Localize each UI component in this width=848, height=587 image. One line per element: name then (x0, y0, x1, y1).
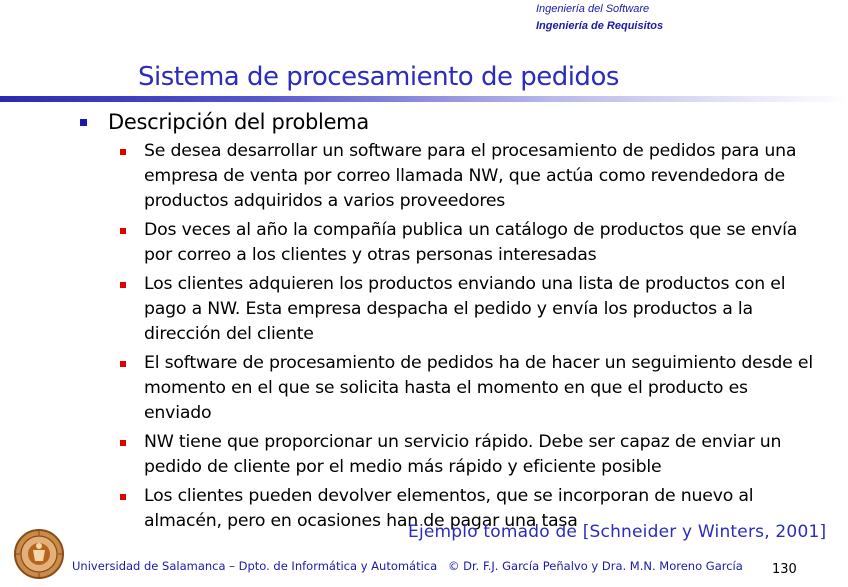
sub-bullet-text: El software de procesamiento de pedidos ha de hacer un seguimiento desde el momento en el que se solicita hasta el momento en que el producto es enviado (144, 353, 813, 423)
footer-university: Universidad de Salamanca – Dpto. de Informática y Automática (72, 559, 438, 573)
title-underline (0, 96, 848, 102)
sub-bullet-list (120, 139, 820, 538)
square-bullet-icon (80, 119, 87, 126)
sub-bullet-text: NW tiene que proporcionar un servicio rápido. Debe ser capaz de enviar un pedido de cliente por el medio más rápido y eficiente posible (144, 432, 782, 477)
sub-bullet-item (120, 272, 820, 347)
sub-bullet-text: Los clientes adquieren los productos enviando una lista de productos con el pago a NW. Esta empresa despacha el pedido y envía los productos a la dirección del cliente (144, 274, 786, 344)
sub-bullet-item (120, 430, 820, 480)
header-topic: Ingeniería de Requisitos (536, 20, 664, 32)
sub-bullet-item (120, 139, 820, 214)
page-number: 130 (772, 562, 797, 577)
slide-title: Sistema de procesamiento de pedidos (138, 62, 619, 92)
example-source-note: Ejemplo tomado de [Schneider y Winters, 2001] (408, 522, 827, 542)
sub-bullet-item (120, 218, 820, 268)
red-square-bullet-icon (120, 494, 126, 500)
red-square-bullet-icon (120, 228, 126, 234)
sub-bullet-text: Se desea desarrollar un software para el procesamiento de pedidos para una empresa de venta por correo llamada NW, que actúa como revendedora de productos adquiridos a varios proveedores (144, 141, 797, 211)
red-square-bullet-icon (120, 361, 126, 367)
red-square-bullet-icon (120, 149, 126, 155)
sub-bullet-text: Los clientes pueden devolver elementos, que se incorporan de nuevo al almacén, pero en ocasiones han de pagar una tasa (144, 486, 754, 531)
sub-bullet-item (120, 351, 820, 426)
header-course: Ingeniería del Software (536, 3, 650, 15)
red-square-bullet-icon (120, 282, 126, 288)
sub-bullet-text: Dos veces al año la compañía publica un catálogo de productos que se envía por correo a los clientes y otras personas interesadas (144, 220, 798, 265)
footer-authors: © Dr. F.J. García Peñalvo y Dra. M.N. Moreno García (448, 559, 743, 573)
red-square-bullet-icon (120, 440, 126, 446)
university-seal-icon (14, 528, 64, 580)
main-bullet-text: Descripción del problema (108, 110, 369, 134)
